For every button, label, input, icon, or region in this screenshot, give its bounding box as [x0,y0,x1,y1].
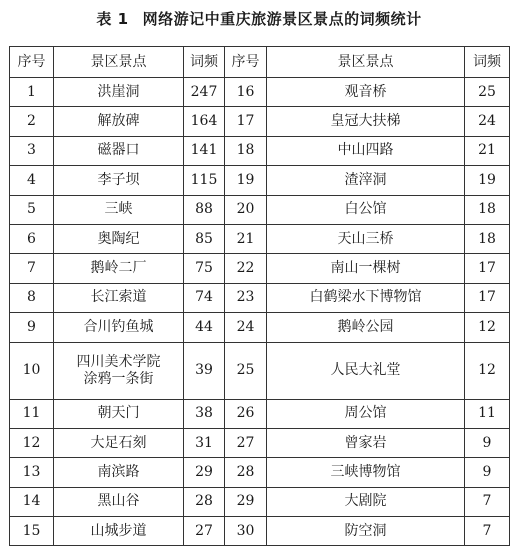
table-row [10,487,510,516]
table-row [10,399,510,428]
index-cell: 28 [225,458,267,487]
spot-name-cell [54,254,184,283]
index-cell: 5 [10,195,54,224]
spot-name-line: 涂鸦一条街 [83,370,154,387]
frequency-cell: 7 [465,517,510,546]
table-caption [0,8,518,29]
index-cell: 30 [225,517,267,546]
frequency-cell: 85 [184,224,225,253]
frequency-cell: 19 [465,166,510,195]
table-row [10,107,510,136]
spot-name-line: 李子坝 [97,171,140,188]
spot-name-cell: 大剧院 [267,487,465,516]
table-row [10,283,510,312]
table-row [10,195,510,224]
spot-name-cell: 天山三桥 [267,224,465,253]
frequency-cell: 24 [465,107,510,136]
index-cell: 10 [10,342,54,399]
frequency-cell: 17 [465,283,510,312]
spot-name-cell [54,517,184,546]
frequency-cell: 17 [465,254,510,283]
spot-name-line: 南滨路 [97,463,140,480]
spot-name-line: 四川美术学院 [76,353,161,370]
frequency-cell: 74 [184,283,225,312]
index-cell: 7 [10,254,54,283]
spot-name-cell [54,107,184,136]
spot-name-cell: 三峡博物馆 [267,458,465,487]
frequency-cell: 9 [465,458,510,487]
spot-name-cell: 曾家岩 [267,428,465,457]
index-cell: 6 [10,224,54,253]
spot-name-cell: 中山四路 [267,136,465,165]
spot-name-cell [54,458,184,487]
index-cell: 8 [10,283,54,312]
frequency-cell: 247 [184,78,225,107]
table-row [10,313,510,342]
frequency-cell: 7 [465,487,510,516]
table-title: 网络游记中重庆旅游景区景点的词频统计 [142,10,422,28]
spot-name-cell: 白公馆 [267,195,465,224]
spot-name-cell: 观音桥 [267,78,465,107]
spot-name-line: 长江索道 [90,289,147,306]
spot-name-cell [54,78,184,107]
index-cell: 2 [10,107,54,136]
spot-name-cell: 渣滓洞 [267,166,465,195]
spot-name-cell [54,283,184,312]
index-cell: 1 [10,78,54,107]
index-cell: 11 [10,399,54,428]
frequency-cell: 164 [184,107,225,136]
frequency-cell: 11 [465,399,510,428]
spot-name-line: 合川钓鱼城 [83,318,154,335]
spot-name-line: 磁器口 [97,142,140,159]
index-cell: 27 [225,428,267,457]
frequency-cell: 38 [184,399,225,428]
index-cell: 13 [10,458,54,487]
spot-name-cell [54,487,184,516]
index-cell: 3 [10,136,54,165]
header-frequency: 词频 [465,47,510,78]
spot-name-cell: 白鹤梁水下博物馆 [267,283,465,312]
index-cell: 14 [10,487,54,516]
frequency-cell: 44 [184,313,225,342]
index-cell: 24 [225,313,267,342]
header-row [10,47,510,78]
spot-name-cell [54,166,184,195]
frequency-cell: 75 [184,254,225,283]
frequency-cell: 115 [184,166,225,195]
frequency-cell: 27 [184,517,225,546]
index-cell: 12 [10,428,54,457]
spot-name-cell: 南山一棵树 [267,254,465,283]
index-cell: 25 [225,342,267,399]
table-number: 表 1 [96,10,129,28]
index-cell: 16 [225,78,267,107]
spot-name-cell: 鹅岭公园 [267,313,465,342]
spot-name-cell: 周公馆 [267,399,465,428]
header-frequency: 词频 [184,47,225,78]
table-row [10,458,510,487]
spot-name-line: 大足石刻 [90,434,147,451]
frequency-cell: 28 [184,487,225,516]
frequency-cell: 12 [465,342,510,399]
frequency-cell: 21 [465,136,510,165]
frequency-cell: 18 [465,195,510,224]
spot-name-line: 洪崖洞 [97,83,140,100]
spot-name-line: 三峡 [104,201,133,218]
frequency-cell: 9 [465,428,510,457]
table-row [10,254,510,283]
table-row [10,517,510,546]
index-cell: 15 [10,517,54,546]
index-cell: 20 [225,195,267,224]
header-spot: 景区景点 [267,47,465,78]
index-cell: 19 [225,166,267,195]
table-row [10,136,510,165]
spot-name-cell [54,399,184,428]
frequency-cell: 88 [184,195,225,224]
spot-name-line: 解放碑 [97,113,140,130]
spot-name-line: 奥陶纪 [97,230,140,247]
header-index: 序号 [225,47,267,78]
table-body [10,78,510,546]
frequency-cell: 39 [184,342,225,399]
spot-name-cell: 人民大礼堂 [267,342,465,399]
index-cell: 21 [225,224,267,253]
spot-name-cell [54,342,184,399]
index-cell: 4 [10,166,54,195]
word-frequency-table [9,46,510,546]
index-cell: 23 [225,283,267,312]
spot-name-line: 山城步道 [90,522,147,539]
frequency-cell: 29 [184,458,225,487]
frequency-cell: 31 [184,428,225,457]
table-row [10,78,510,107]
spot-name-cell: 皇冠大扶梯 [267,107,465,136]
spot-name-line: 黑山谷 [97,493,140,510]
index-cell: 17 [225,107,267,136]
spot-name-cell [54,136,184,165]
table-row [10,428,510,457]
header-index: 序号 [10,47,54,78]
index-cell: 26 [225,399,267,428]
spot-name-cell [54,428,184,457]
frequency-cell: 25 [465,78,510,107]
index-cell: 29 [225,487,267,516]
frequency-cell: 18 [465,224,510,253]
table-row [10,166,510,195]
table-row [10,224,510,253]
index-cell: 9 [10,313,54,342]
spot-name-line: 鹅岭二厂 [90,260,147,277]
spot-name-cell: 防空洞 [267,517,465,546]
frequency-cell: 141 [184,136,225,165]
header-spot: 景区景点 [54,47,184,78]
table-row [10,342,510,399]
spot-name-cell [54,195,184,224]
spot-name-line: 朝天门 [97,405,140,422]
spot-name-cell [54,224,184,253]
index-cell: 18 [225,136,267,165]
frequency-cell: 12 [465,313,510,342]
index-cell: 22 [225,254,267,283]
spot-name-cell [54,313,184,342]
